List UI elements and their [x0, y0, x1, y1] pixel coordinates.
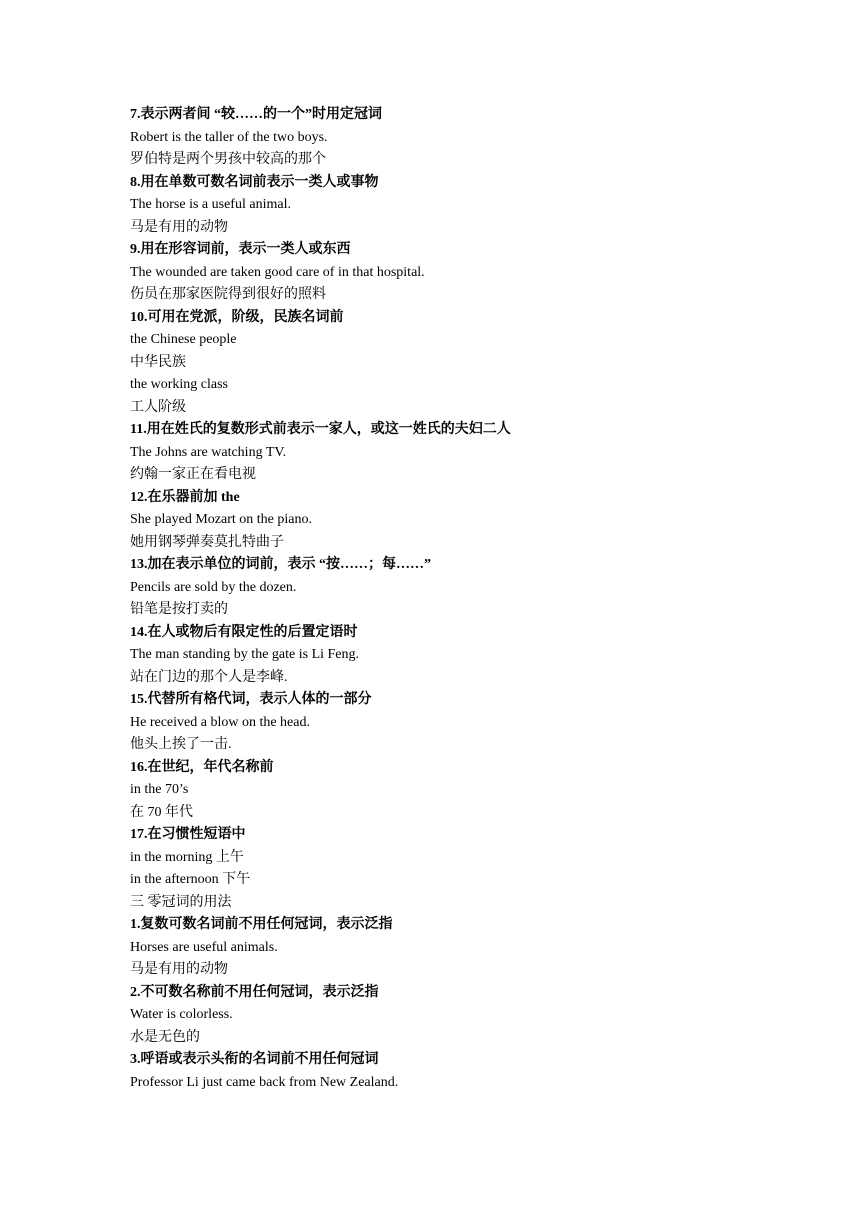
text-line: 马是有用的动物 — [130, 962, 228, 977]
section-heading: 12.在乐器前加 the — [130, 489, 240, 505]
text-line: Pencils are sold by the dozen. — [130, 579, 297, 595]
text-line: 他头上挨了一击. — [130, 737, 232, 752]
section-heading: 11.用在姓氏的复数形式前表示一家人，或这一姓氏的夫妇二人 — [130, 422, 511, 437]
section-heading: 14.在人或物后有限定性的后置定语时 — [130, 624, 358, 640]
text-line: 约翰一家正在看电视 — [130, 467, 256, 482]
section-heading: 8.用在单数可数名词前表示一类人或事物 — [130, 174, 379, 190]
text-line: the Chinese people — [130, 332, 237, 347]
section-heading: 15.代替所有格代词，表示人体的一部分 — [130, 692, 372, 707]
text-line: Water is colorless. — [130, 1007, 233, 1022]
text-line: 水是无色的 — [130, 1029, 200, 1045]
text-line: 中华民族 — [130, 354, 186, 370]
text-line: The wounded are taken good care of in that hospital. — [130, 264, 425, 280]
text-line: the working class — [130, 377, 228, 392]
text-line: 站在门边的那个人是李峰. — [130, 669, 288, 685]
text-line: She played Mozart on the piano. — [130, 512, 312, 527]
text-line: 铅笔是按打卖的 — [130, 602, 228, 617]
section-heading: 10.可用在党派，阶级，民族名词前 — [130, 309, 344, 325]
section-heading: 9.用在形容词前，表示一类人或东西 — [130, 242, 351, 257]
text-line: 伤员在那家医院得到很好的照料 — [130, 287, 326, 302]
text-line: 罗伯特是两个男孩中较高的那个 — [130, 152, 326, 167]
text-line: Professor Li just came back from New Zealand. — [130, 1074, 399, 1090]
section-heading: 2.不可数名称前不用任何冠词，表示泛指 — [130, 984, 379, 1000]
text-line: The man standing by the gate is Li Feng. — [130, 647, 360, 662]
section-heading: 16.在世纪，年代名称前 — [130, 759, 274, 775]
text-line: in the morning 上午 — [130, 849, 244, 865]
text-line: Robert is the taller of the two boys. — [130, 129, 328, 145]
text-line: 三 零冠词的用法 — [130, 894, 232, 910]
text-line: 工人阶级 — [130, 399, 186, 415]
section-heading: 3.呼语或表示头衔的名词前不用任何冠词 — [130, 1052, 379, 1067]
document-page — [130, 104, 770, 1094]
text-line: Horses are useful animals. — [130, 939, 278, 955]
text-line: 马是有用的动物 — [130, 219, 228, 235]
section-heading: 13.加在表示单位的词前，表示 “按……；每……” — [130, 557, 431, 572]
text-line: in the 70’s — [130, 782, 189, 797]
text-line: 她用钢琴弹奏莫扎特曲子 — [130, 534, 284, 550]
text-line: The Johns are watching TV. — [130, 444, 287, 460]
section-heading: 7.表示两者间 “较……的一个”时用定冠词 — [130, 107, 382, 122]
text-line: He received a blow on the head. — [130, 714, 310, 730]
section-heading: 1.复数可数名词前不用任何冠词，表示泛指 — [130, 917, 393, 932]
text-line: The horse is a useful animal. — [130, 197, 291, 212]
text-line: in the afternoon 下午 — [130, 872, 251, 887]
text-line: 在 70 年代 — [130, 804, 193, 820]
section-heading: 17.在习惯性短语中 — [130, 827, 246, 842]
